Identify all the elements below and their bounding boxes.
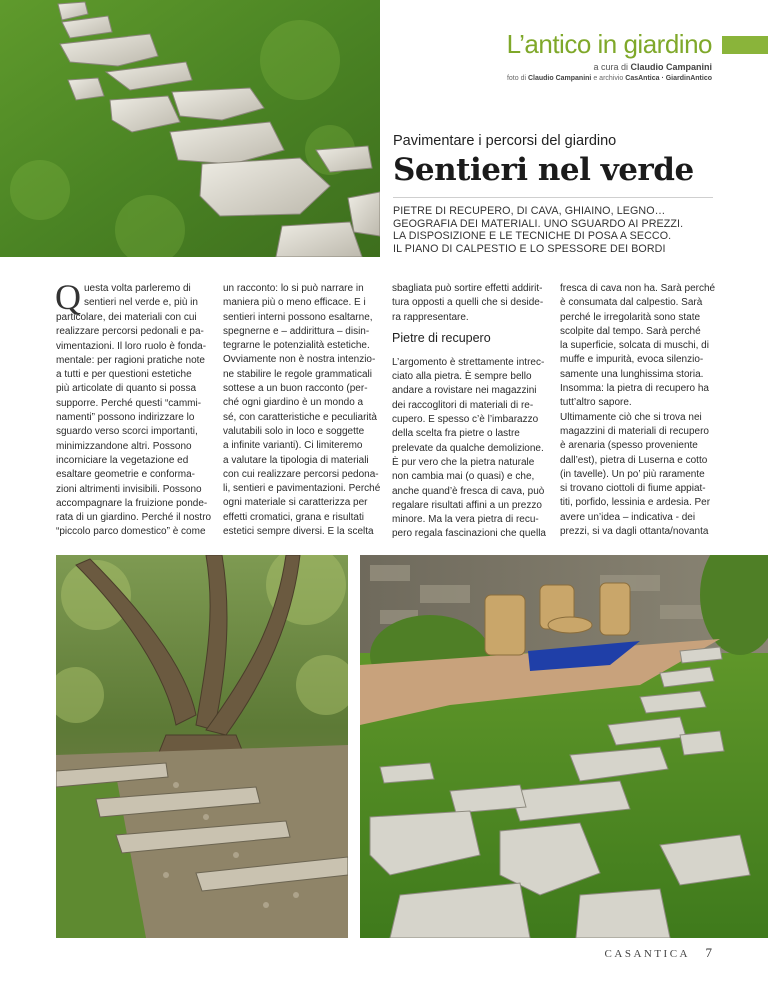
author-credit <box>593 62 712 72</box>
text-line: tegrarne le potenzialità estetiche. <box>223 340 370 352</box>
text-line: particolare, dei materiali con cui <box>56 312 197 323</box>
text-line: tura opposti a quelli che si deside- <box>392 297 544 309</box>
text-line: un racconto: lo si può narrare in <box>223 283 364 294</box>
text-line: scolpite dal tempo. Sarà perché <box>560 325 701 337</box>
photo-patio-stone-path <box>360 555 768 938</box>
drop-cap: Q <box>55 277 81 317</box>
text-line: sentieri interni possono esaltarne, <box>223 311 373 323</box>
deck-line: PIETRE DI RECUPERO, DI CAVA, GHIAINO, LEGNO… <box>393 205 666 217</box>
column-3-bottom <box>392 356 548 542</box>
text-line: magazzini di materiali di recupero <box>560 425 709 437</box>
text-line: andare a rovistare nei magazzini <box>392 385 537 397</box>
text-line: realizzare percorsi pedonali e pa- <box>56 326 204 338</box>
photo-credit-prefix: foto di <box>506 75 527 82</box>
text-line: ciato alla pietra. È sempre bello <box>392 371 532 383</box>
text-line: L’argomento è strettamente intrec- <box>392 356 545 368</box>
text-line: prezzi, si va dagli ottanta/novanta <box>560 526 709 538</box>
text-column-3 <box>392 282 548 542</box>
text-line: è consumata dal calpestio. Sarà <box>560 297 703 309</box>
text-column-1 <box>55 277 212 540</box>
photo-credit-archive: CasAntica · GiardinAntico <box>625 75 712 82</box>
text-line: ogni materiale si caratterizza per <box>223 497 368 509</box>
deck-line: GEOGRAFIA DEI MATERIALI. UNO SGUARDO AI PREZZI. <box>393 217 684 230</box>
text-line: ne stabilire le regole grammaticali <box>223 368 372 380</box>
text-line: dall’est), pietra di Luserna e cotto <box>560 454 708 466</box>
text-line: a tutti e per questioni estetiche <box>56 369 192 381</box>
credit-author: Claudio Campanini <box>630 62 712 72</box>
text-line: prelevate da qualche demolizione. <box>392 442 544 454</box>
text-line: dei raccoglitori di materiali di re- <box>392 399 534 411</box>
text-line: cupero. E spesso c’è l’imbarazzo <box>392 414 539 426</box>
photo-stepping-stones-lawn <box>0 0 380 257</box>
photo-credit-name: Claudio Campanini <box>527 75 592 82</box>
text-line: anche quand’è fresca di cava, può <box>392 485 545 497</box>
text-line: sottese a un buon racconto (per- <box>223 383 368 395</box>
text-line: li, sentieri e pavimentazioni. Perché <box>223 483 381 495</box>
text-line: maniera più o meno efficace. E i <box>223 297 366 309</box>
text-line: sguardo verso scorci importanti, <box>56 426 198 438</box>
text-line: supporre. Perché questi “cammi- <box>56 397 202 409</box>
page-number: 7 <box>705 945 712 960</box>
magazine-name: CASANTICA <box>604 948 690 960</box>
text-line: valutabili solo in loco e soggette <box>223 425 365 437</box>
text-line: incorniciare la vegetazione ed <box>56 454 189 466</box>
text-line: tutt’altro sapore. <box>560 397 632 409</box>
photo-tree-stone-steps <box>56 555 348 938</box>
text-line: pero regala fascinazioni che quella <box>392 528 546 540</box>
column-1-body <box>56 311 212 540</box>
text-line: avere un’idea – indicativa - dei <box>560 511 696 523</box>
text-line: è arenaria (spesso proveniente <box>560 440 698 452</box>
text-line: regalare risultati affini a un prezzo <box>392 499 542 511</box>
subhead: Pietre di recupero <box>392 330 491 345</box>
headline-rule <box>393 197 713 198</box>
text-line: con cui realizzare percorsi pedona- <box>223 468 379 480</box>
text-line: non cambia mai (o quasi) e che, <box>392 471 535 483</box>
text-line: spegnerne e – addirittura – disin- <box>223 325 370 337</box>
deck-line: LA DISPOSIZIONE E LE TECNICHE DI POSA A SECCO. <box>393 230 672 242</box>
text-line: sé, con caratteristiche e peculiarità <box>223 411 377 423</box>
text-line: minore. Ma la vera pietra di recu- <box>392 514 539 526</box>
text-line: della scelta fra pietre o lastre <box>392 428 520 440</box>
text-line: la superficie, solcata di muschi, di <box>560 340 709 352</box>
text-line: sentieri nel verde e, più in <box>84 297 198 309</box>
deck-line: IL PIANO DI CALPESTIO E LO SPESSORE DEI BORDI <box>393 242 666 255</box>
text-line: ra rappresentare. <box>392 311 469 323</box>
text-line: fresca di cava non ha. Sarà perché <box>560 283 716 294</box>
text-line: Ultimamente ciò che si trova nei <box>560 411 702 423</box>
article-headline: Sentieri nel verde <box>393 152 694 188</box>
text-line: sbagliata può sortire effetti addirit- <box>392 283 543 294</box>
photo-credit-joiner: e archivio <box>593 75 624 82</box>
text-line: ché ogni giardino è un mondo a <box>223 397 364 409</box>
section-color-tab <box>722 36 768 54</box>
text-line: titi, porfido, lessinia e ardesia. Per <box>560 497 711 509</box>
text-line: Insomma: la pietra di recupero ha <box>560 383 709 395</box>
column-3-top <box>392 282 548 325</box>
article-deck <box>393 205 723 255</box>
text-line: (in tavelle). Un po’ più raramente <box>560 468 705 480</box>
text-line: Ovviamente non è nostra intenzio- <box>223 354 376 366</box>
text-line: rata di un giardino. Perché il nostro <box>56 512 212 524</box>
text-column-2 <box>223 282 379 539</box>
text-line: minimizzandone altri. Possono <box>56 440 192 452</box>
text-line: esaltare geometrie e conforma- <box>56 469 195 481</box>
text-line: perché le irregolarità sono state <box>560 311 701 323</box>
text-line: estetici sempre diversi. E la scelta <box>223 526 374 538</box>
text-line: samente una lunghissima storia. <box>560 368 704 380</box>
text-line: si trovano ciottoli di fiume appiat- <box>560 483 706 495</box>
credit-prefix: a cura di <box>593 62 628 72</box>
text-line: effetti cromatici, grana e risultati <box>223 511 364 523</box>
text-line: a valutare la tipologia di materiali <box>223 454 369 466</box>
text-line: vimentazioni. Il loro ruolo è fonda- <box>56 340 207 352</box>
text-line: uesta volta parleremo di <box>84 283 191 294</box>
text-line: accompagnare la fruizione ponde- <box>56 497 208 509</box>
text-line: namenti” possono indirizzare lo <box>56 412 195 424</box>
section-title: L’antico in giardino <box>506 29 712 59</box>
text-line: muffe e impurità, evoca silenzio- <box>560 354 704 366</box>
text-line: a infinite varianti). Ci limiteremo <box>223 440 363 452</box>
photo-credit <box>507 75 712 82</box>
text-line: “piccolo parco domestico” è come <box>56 526 206 538</box>
text-line: più articolate di quanto si possa <box>56 383 197 395</box>
text-column-4 <box>560 282 716 539</box>
text-line: È pur vero che la pietra naturale <box>392 456 535 468</box>
text-line: mentale: per ragioni pratiche note <box>56 354 205 366</box>
text-line: zioni altrimenti invisibili. Possono <box>56 483 202 495</box>
article-kicker: Pavimentare i percorsi del giardino <box>393 133 617 149</box>
